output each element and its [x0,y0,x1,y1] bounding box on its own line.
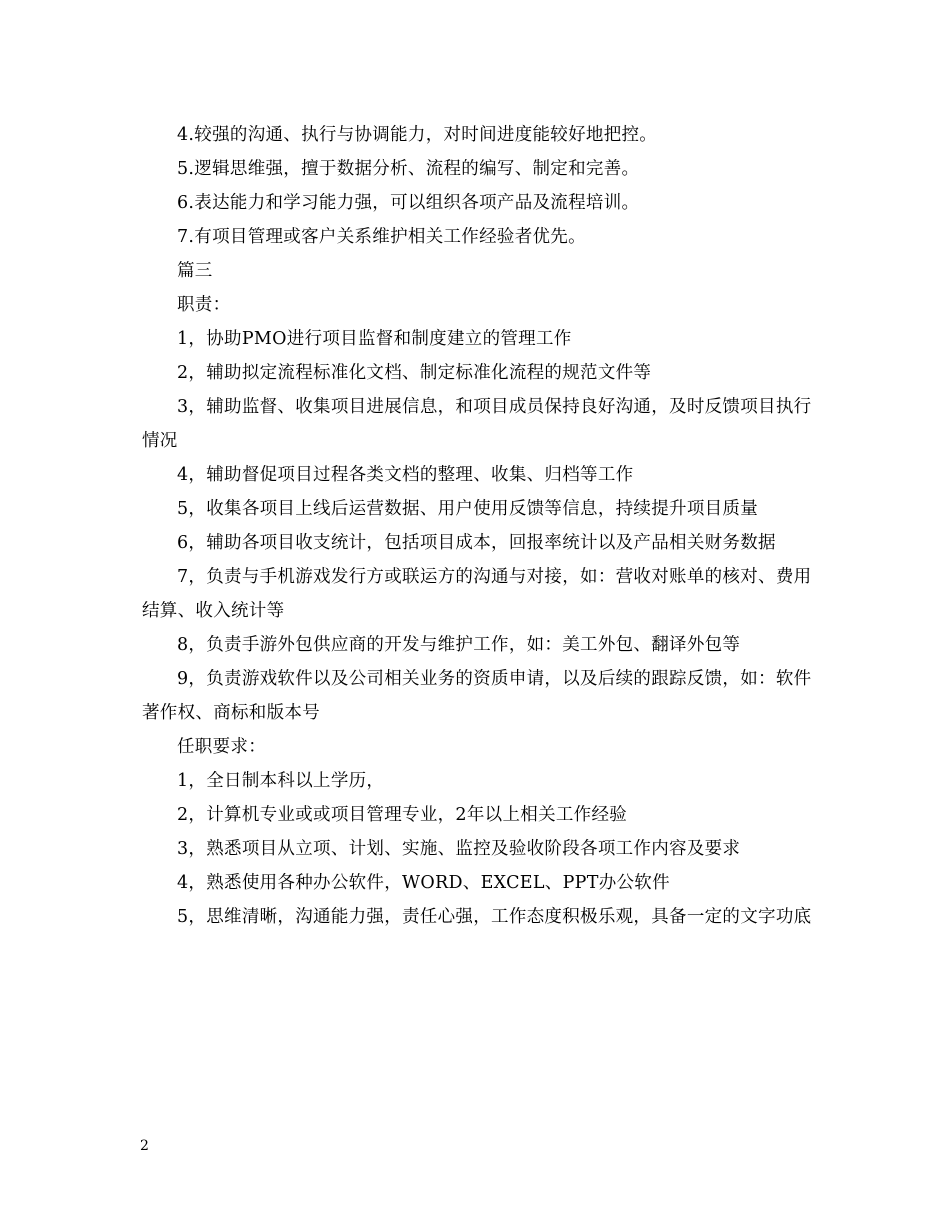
list-item: 7，负责与手机游戏发行方或联运方的沟通与对接，如：营收对账单的核对、费用结算、收入统计等 [142,567,812,621]
list-item: 1，协助PMO进行项目监督和制度建立的管理工作 [177,329,572,349]
list-item: 4，辅助督促项目过程各类文档的整理、收集、归档等工作 [177,465,634,485]
list-item: 3，熟悉项目从立项、计划、实施、监控及验收阶段各项工作内容及要求 [177,839,741,859]
page-number: 2 [140,1138,149,1154]
list-item: 2，计算机专业或或项目管理专业，2年以上相关工作经验 [177,805,628,825]
paragraph: 4.较强的沟通、执行与协调能力，对时间进度能较好地把控。 [177,125,658,145]
subsection-heading: 任职要求： [177,737,266,757]
subsection-heading: 职责： [177,295,231,315]
list-item: 9，负责游戏软件以及公司相关业务的资质申请，以及后续的跟踪反馈，如：软件著作权、商标和版本号 [142,669,812,723]
paragraph: 7.有项目管理或客户关系维护相关工作经验者优先。 [177,227,586,247]
list-item: 6，辅助各项目收支统计，包括项目成本，回报率统计以及产品相关财务数据 [177,533,776,553]
list-item: 2，辅助拟定流程标准化文档、制定标准化流程的规范文件等 [177,363,652,383]
list-item: 5，收集各项目上线后运营数据、用户使用反馈等信息，持续提升项目质量 [177,499,759,519]
list-item: 5，思维清晰，沟通能力强，责任心强，工作态度积极乐观，具备一定的文字功底 [177,907,812,927]
list-item: 8，负责手游外包供应商的开发与维护工作，如：美工外包、翻译外包等 [177,635,741,655]
list-item: 3，辅助监督、收集项目进展信息，和项目成员保持良好沟通，及时反馈项目执行情况 [142,397,812,451]
paragraph: 5.逻辑思维强，擅于数据分析、流程的编写、制定和完善。 [177,159,640,179]
list-item: 4，熟悉使用各种办公软件，WORD、EXCEL、PPT办公软件 [177,873,670,893]
document-body [142,118,812,934]
section-heading: 篇三 [177,261,213,281]
paragraph: 6.表达能力和学习能力强，可以组织各项产品及流程培训。 [177,193,640,213]
list-item: 1，全日制本科以上学历， [177,771,385,791]
